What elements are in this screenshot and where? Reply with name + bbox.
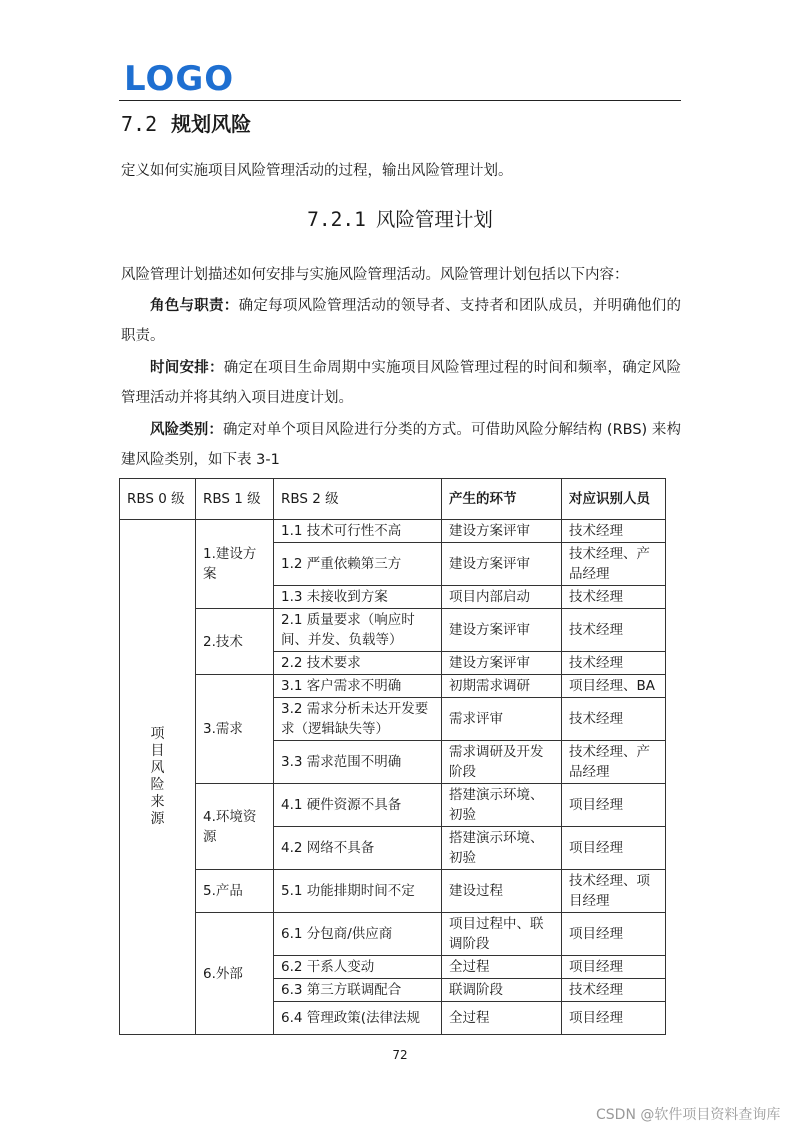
rbs2-cell: 6.1 分包商/供应商 bbox=[274, 913, 442, 956]
rbs2-cell: 2.2 技术要求 bbox=[274, 652, 442, 675]
owner-cell: 项目经理 bbox=[562, 1002, 666, 1035]
level1-cell: 1.建设方案 bbox=[196, 520, 274, 609]
stage-cell: 全过程 bbox=[442, 1002, 562, 1035]
page-number: 72 bbox=[392, 1048, 408, 1062]
stage-cell: 需求调研及开发阶段 bbox=[442, 741, 562, 784]
intro-paragraph: 定义如何实施项目风险管理活动的过程，输出风险管理计划。 bbox=[121, 163, 513, 179]
stage-cell: 建设方案评审 bbox=[442, 520, 562, 543]
header-rbs1: RBS 1 级 bbox=[196, 479, 274, 520]
rbs2-cell: 6.3 第三方联调配合 bbox=[274, 979, 442, 1002]
item-sep: ： bbox=[223, 298, 239, 314]
item-schedule bbox=[121, 353, 681, 413]
table-row bbox=[120, 609, 666, 652]
stage-cell: 项目过程中、联调阶段 bbox=[442, 913, 562, 956]
rbs2-cell: 1.2 严重依赖第三方 bbox=[274, 543, 442, 586]
header-owner: 对应识别人员 bbox=[562, 479, 666, 520]
owner-cell: 项目经理 bbox=[562, 784, 666, 827]
owner-cell: 技术经理 bbox=[562, 609, 666, 652]
item-text: 确定对单个项目风险进行分类的方式。可借助风险分解结构 (RBS) 来构建风险类别，如下表 3-1 bbox=[121, 422, 681, 468]
level1-cell: 3.需求 bbox=[196, 675, 274, 784]
rbs2-cell: 4.2 网络不具备 bbox=[274, 827, 442, 870]
rbs2-cell: 3.1 客户需求不明确 bbox=[274, 675, 442, 698]
table-header-row bbox=[120, 479, 666, 520]
level0-cell bbox=[120, 520, 196, 1035]
rbs2-cell: 2.1 质量要求（响应时间、并发、负载等） bbox=[274, 609, 442, 652]
item-term: 时间安排 bbox=[150, 360, 210, 376]
stage-cell: 搭建演示环境、初验 bbox=[442, 784, 562, 827]
header-rbs2: RBS 2 级 bbox=[274, 479, 442, 520]
rbs2-cell: 1.3 未接收到方案 bbox=[274, 586, 442, 609]
header-divider bbox=[119, 100, 681, 101]
stage-cell: 建设过程 bbox=[442, 870, 562, 913]
stage-cell: 搭建演示环境、初验 bbox=[442, 827, 562, 870]
owner-cell: 技术经理 bbox=[562, 586, 666, 609]
item-term: 风险类别 bbox=[150, 422, 209, 438]
stage-cell: 联调阶段 bbox=[442, 979, 562, 1002]
rbs2-cell: 4.1 硬件资源不具备 bbox=[274, 784, 442, 827]
item-sep: ： bbox=[208, 422, 223, 438]
stage-cell: 初期需求调研 bbox=[442, 675, 562, 698]
header-stage: 产生的环节 bbox=[442, 479, 562, 520]
item-sep: ： bbox=[209, 360, 224, 376]
rbs2-cell: 3.3 需求范围不明确 bbox=[274, 741, 442, 784]
table-row bbox=[120, 675, 666, 698]
owner-cell: 技术经理 bbox=[562, 979, 666, 1002]
table-row bbox=[120, 870, 666, 913]
subsection-number: 7.2.1 bbox=[307, 208, 366, 231]
owner-cell: 技术经理、项目经理 bbox=[562, 870, 666, 913]
subsection-title: 风险管理计划 bbox=[375, 208, 493, 231]
owner-cell: 项目经理、BA bbox=[562, 675, 666, 698]
rbs2-cell: 3.2 需求分析未达开发要求（逻辑缺失等） bbox=[274, 698, 442, 741]
level1-cell: 2.技术 bbox=[196, 609, 274, 675]
rbs-table bbox=[119, 478, 666, 1035]
table-row bbox=[120, 784, 666, 827]
item-text: 确定在项目生命周期中实施项目风险管理过程的时间和频率，确定风险管理活动并将其纳入项目进度计划。 bbox=[121, 360, 682, 406]
subsection-heading bbox=[0, 207, 800, 233]
level1-cell: 4.环境资源 bbox=[196, 784, 274, 870]
owner-cell: 技术经理、产品经理 bbox=[562, 543, 666, 586]
watermark: CSDN @软件项目资料查询库 bbox=[596, 1107, 781, 1123]
plan-intro-paragraph: 风险管理计划描述如何安排与实施风险管理活动。风险管理计划包括以下内容： bbox=[121, 267, 629, 283]
stage-cell: 需求评审 bbox=[442, 698, 562, 741]
rbs2-cell: 6.2 干系人变动 bbox=[274, 956, 442, 979]
item-term: 角色与职责 bbox=[150, 298, 224, 314]
rbs2-cell: 5.1 功能排期时间不定 bbox=[274, 870, 442, 913]
item-roles bbox=[121, 291, 681, 351]
owner-cell: 技术经理 bbox=[562, 698, 666, 741]
owner-cell: 技术经理、产品经理 bbox=[562, 741, 666, 784]
owner-cell: 项目经理 bbox=[562, 956, 666, 979]
section-number: 7.2 bbox=[121, 112, 158, 136]
rbs2-cell: 1.1 技术可行性不高 bbox=[274, 520, 442, 543]
logo: LOGO bbox=[124, 59, 235, 99]
table-row bbox=[120, 520, 666, 543]
table-row bbox=[120, 913, 666, 956]
owner-cell: 项目经理 bbox=[562, 827, 666, 870]
section-heading bbox=[121, 111, 251, 137]
stage-cell: 建设方案评审 bbox=[442, 652, 562, 675]
header-rbs0: RBS 0 级 bbox=[120, 479, 196, 520]
level1-cell: 5.产品 bbox=[196, 870, 274, 913]
item-text: 确定每项风险管理活动的领导者、支持者和团队成员，并明确他们的职责。 bbox=[121, 298, 682, 344]
level1-cell: 6.外部 bbox=[196, 913, 274, 1035]
section-title: 规划风险 bbox=[171, 112, 252, 136]
owner-cell: 技术经理 bbox=[562, 520, 666, 543]
owner-cell: 技术经理 bbox=[562, 652, 666, 675]
level0-label: 项目风险来源 bbox=[150, 726, 165, 827]
stage-cell: 项目内部启动 bbox=[442, 586, 562, 609]
stage-cell: 建设方案评审 bbox=[442, 609, 562, 652]
stage-cell: 全过程 bbox=[442, 956, 562, 979]
rbs2-cell: 6.4 管理政策(法律法规 bbox=[274, 1002, 442, 1035]
stage-cell: 建设方案评审 bbox=[442, 543, 562, 586]
owner-cell: 项目经理 bbox=[562, 913, 666, 956]
item-categories bbox=[121, 415, 681, 475]
